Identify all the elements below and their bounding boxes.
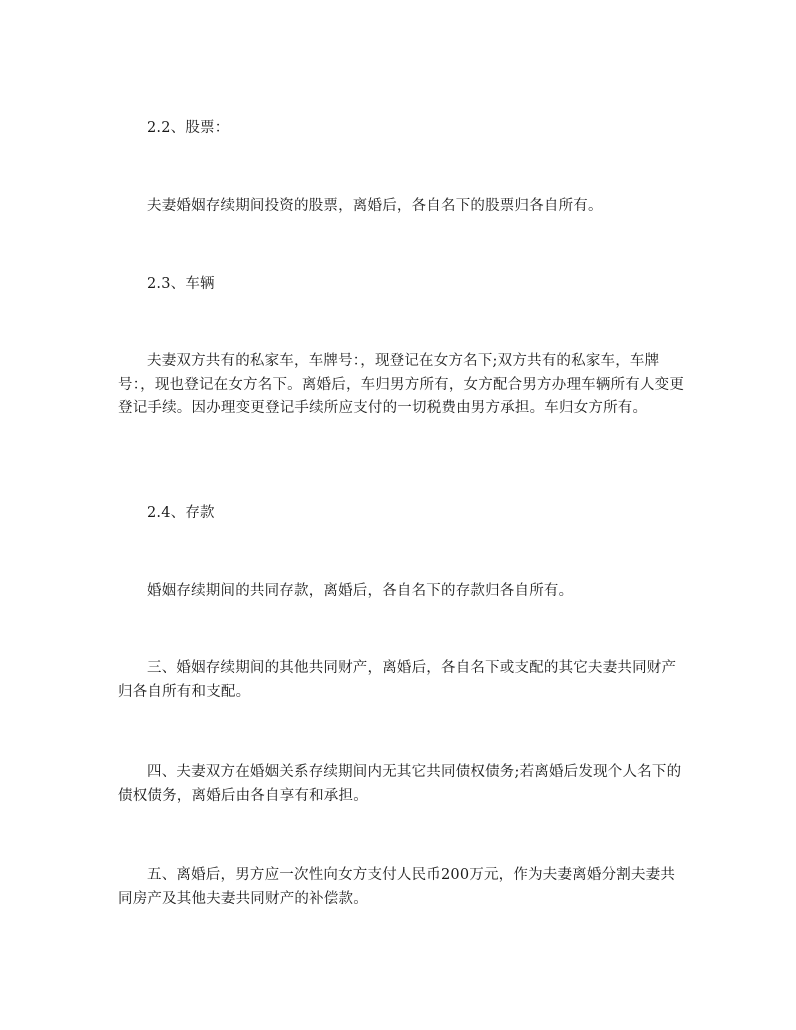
paragraph-deposits: 婚姻存续期间的共同存款，离婚后，各自名下的存款归各自所有。 [147,583,574,599]
paragraph-compensation: 五、离婚后，男方应一次性向女方支付人民币200万元，作为夫妻离婚分割夫妻共同房产及其他夫妻共同财产的补偿款。 [118,867,676,907]
paragraph-stocks: 夫妻婚姻存续期间投资的股票，离婚后，各自名下的股票归各自所有。 [147,198,603,214]
section-heading-stocks: 2.2、股票： [147,120,230,136]
paragraph-other-property: 三、婚姻存续期间的其他共同财产，离婚后，各自名下或支配的其它夫妻共同财产归各自所有和支配。 [118,660,677,700]
paragraph-debts: 四、夫妻双方在婚姻关系存续期间内无其它共同债权债务;若离婚后发现个人名下的债权债务，离婚后由各自享有和承担。 [118,764,682,804]
section-heading-vehicles: 2.3、车辆 [147,276,215,292]
section-heading-deposits: 2.4、存款 [147,505,215,521]
paragraph-vehicles: 夫妻双方共有的私家车，车牌号：，现登记在女方名下;双方共有的私家车，车牌号：，现也登记在女方名下。离婚后，车归男方所有，女方配合男方办理车辆所有人变更登记手续。因办理变更登记手续所应支付的一切税费由男方承担。车归女方所有。 [118,353,685,416]
